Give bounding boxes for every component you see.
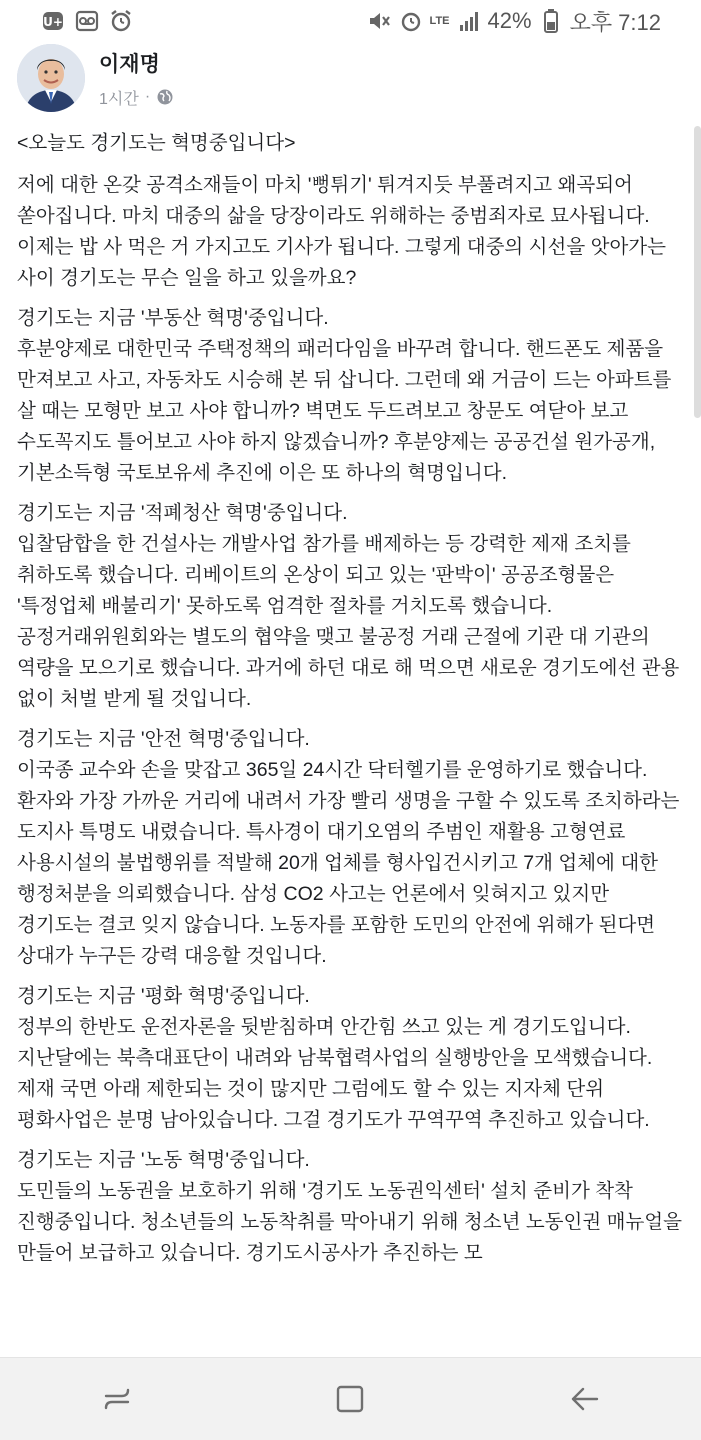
home-icon <box>333 1382 367 1416</box>
notification-icons <box>0 8 134 34</box>
voicemail-icon <box>74 8 100 34</box>
dot-separator: · <box>144 88 151 105</box>
back-arrow-icon <box>567 1382 601 1416</box>
scrollbar[interactable] <box>694 126 701 418</box>
svg-text:U+: U+ <box>43 15 63 29</box>
battery-icon <box>538 8 564 34</box>
post-paragraph: 경기도는 지금 '노동 혁명'중입니다. 도민들의 노동권을 보호하기 위해 '경기도 노동권익센터' 설치 준비가 착착 진행중입니다. 청소년들의 노동착취를 막아내기 위해 청소년 노동인권 매뉴얼을 만들어 보급하고 있습니다. 경기도시공사가 추진하는 모 <box>17 1149 682 1264</box>
recent-apps-icon <box>100 1382 134 1416</box>
avatar[interactable] <box>17 44 85 112</box>
post-paragraph: 경기도는 지금 '적폐청산 혁명'중입니다. 입찰담합을 한 건설사는 개발사업 참가를 배제하는 등 강력한 제재 조치를 취하도록 했습니다. 리베이트의 온상이 되고 있는 '판박이' 공공조형물은 '특정업체 배불리기' 못하도록 엄격한 절차를 거치도록 했습니다. 공정거래위원회와는 별도의 협약을 맺고 불공정 거래 근절에 기관 대 기관의 역량을 모으기로 했습니다. 과거에 하던 대로 해 먹으면 새로운 경기도에선 관용 없이 처벌 받게 될 것입니다. <box>17 502 680 710</box>
mute-icon <box>366 8 392 34</box>
post-paragraph: 경기도는 지금 '부동산 혁명'중입니다. 후분양제로 대한민국 주택정책의 패러다임을 바꾸려 합니다. 핸드폰도 제품을 만져보고 사고, 자동차도 시승해 본 뒤 삽니다. 그런데 왜 거금이 드는 아파트를 살 때는 모형만 보고 사야 합니까? 벽면도 두드려보고 창문도 여닫아 보고 수도꼭지도 틀어보고 사야 하지 않겠습니까? 후분양제는 공공건설 원가공개, 기본소득형 국토보유세 추진에 이은 또 하나의 혁명입니다. <box>17 307 672 484</box>
post-body <box>17 128 687 1278</box>
system-status-icons <box>366 6 701 37</box>
signal-icon <box>456 8 482 34</box>
post-meta <box>99 86 174 109</box>
post-paragraph: 경기도는 지금 '평화 혁명'중입니다. 정부의 한반도 운전자론을 뒷받침하며 안간힘 쓰고 있는 게 경기도입니다. 지난달에는 북측대표단이 내려와 남북협력사업의 실행방안을 모색했습니다. 제재 국면 아래 제한되는 것이 많지만 그럼에도 할 수 있는 지자체 단위 평화사업은 분명 남아있습니다. 그걸 경기도가 꾸역꾸역 추진하고 있습니다. <box>17 985 653 1131</box>
post-title: <오늘도 경기도는 혁명중입니다> <box>17 132 296 154</box>
globe-icon <box>156 88 174 106</box>
back-button[interactable] <box>554 1369 614 1429</box>
alarm-icon <box>108 8 134 34</box>
author-name[interactable]: 이재명 <box>99 52 160 76</box>
post-time[interactable]: 1시간 <box>99 90 139 108</box>
battery-percent: 42% <box>487 8 532 33</box>
navigation-bar <box>0 1357 701 1440</box>
post-paragraph: 경기도는 지금 '안전 혁명'중입니다. 이국종 교수와 손을 맞잡고 365일 24시간 닥터헬기를 운영하기로 했습니다. 환자와 가장 가까운 거리에 내려서 가장 빨리 생명을 구할 수 있도록 조치하라는 도지사 특명도 내렸습니다. 특사경이 대기오염의 주범인 재활용 고형연료 사용시설의 불법행위를 적발해 20개 업체를 형사입건시키고 7개 업체에 대한 행정처분을 의뢰했습니다. 삼성 CO2 사고는 언론에서 잊혀지고 있지만 경기도는 결코 잊지 않습니다. 노동자를 포함한 도민의 안전에 위해가 된다면 상대가 누구든 강력 대응할 것입니다. <box>17 728 680 967</box>
status-bar <box>0 0 701 42</box>
post-header <box>17 44 174 112</box>
clock: 오후 7:12 <box>569 9 661 35</box>
recent-apps-button[interactable] <box>87 1369 147 1429</box>
post-paragraph: 저에 대한 온갖 공격소재들이 마치 '뻥튀기' 튀겨지듯 부풀려지고 왜곡되어 쏟아집니다. 마치 대중의 삶을 당장이라도 위해하는 중범죄자로 묘사됩니다. 이제는 밥 사 먹은 거 가지고도 기사가 됩니다. 그렇게 대중의 시선을 앗아가는 사이 경기도는 무슨 일을 하고 있을까요? <box>17 174 672 289</box>
app-notification-icon <box>40 8 66 34</box>
home-button[interactable] <box>320 1369 380 1429</box>
alarm-status-icon <box>398 8 424 34</box>
network-type: LTE <box>429 14 450 27</box>
